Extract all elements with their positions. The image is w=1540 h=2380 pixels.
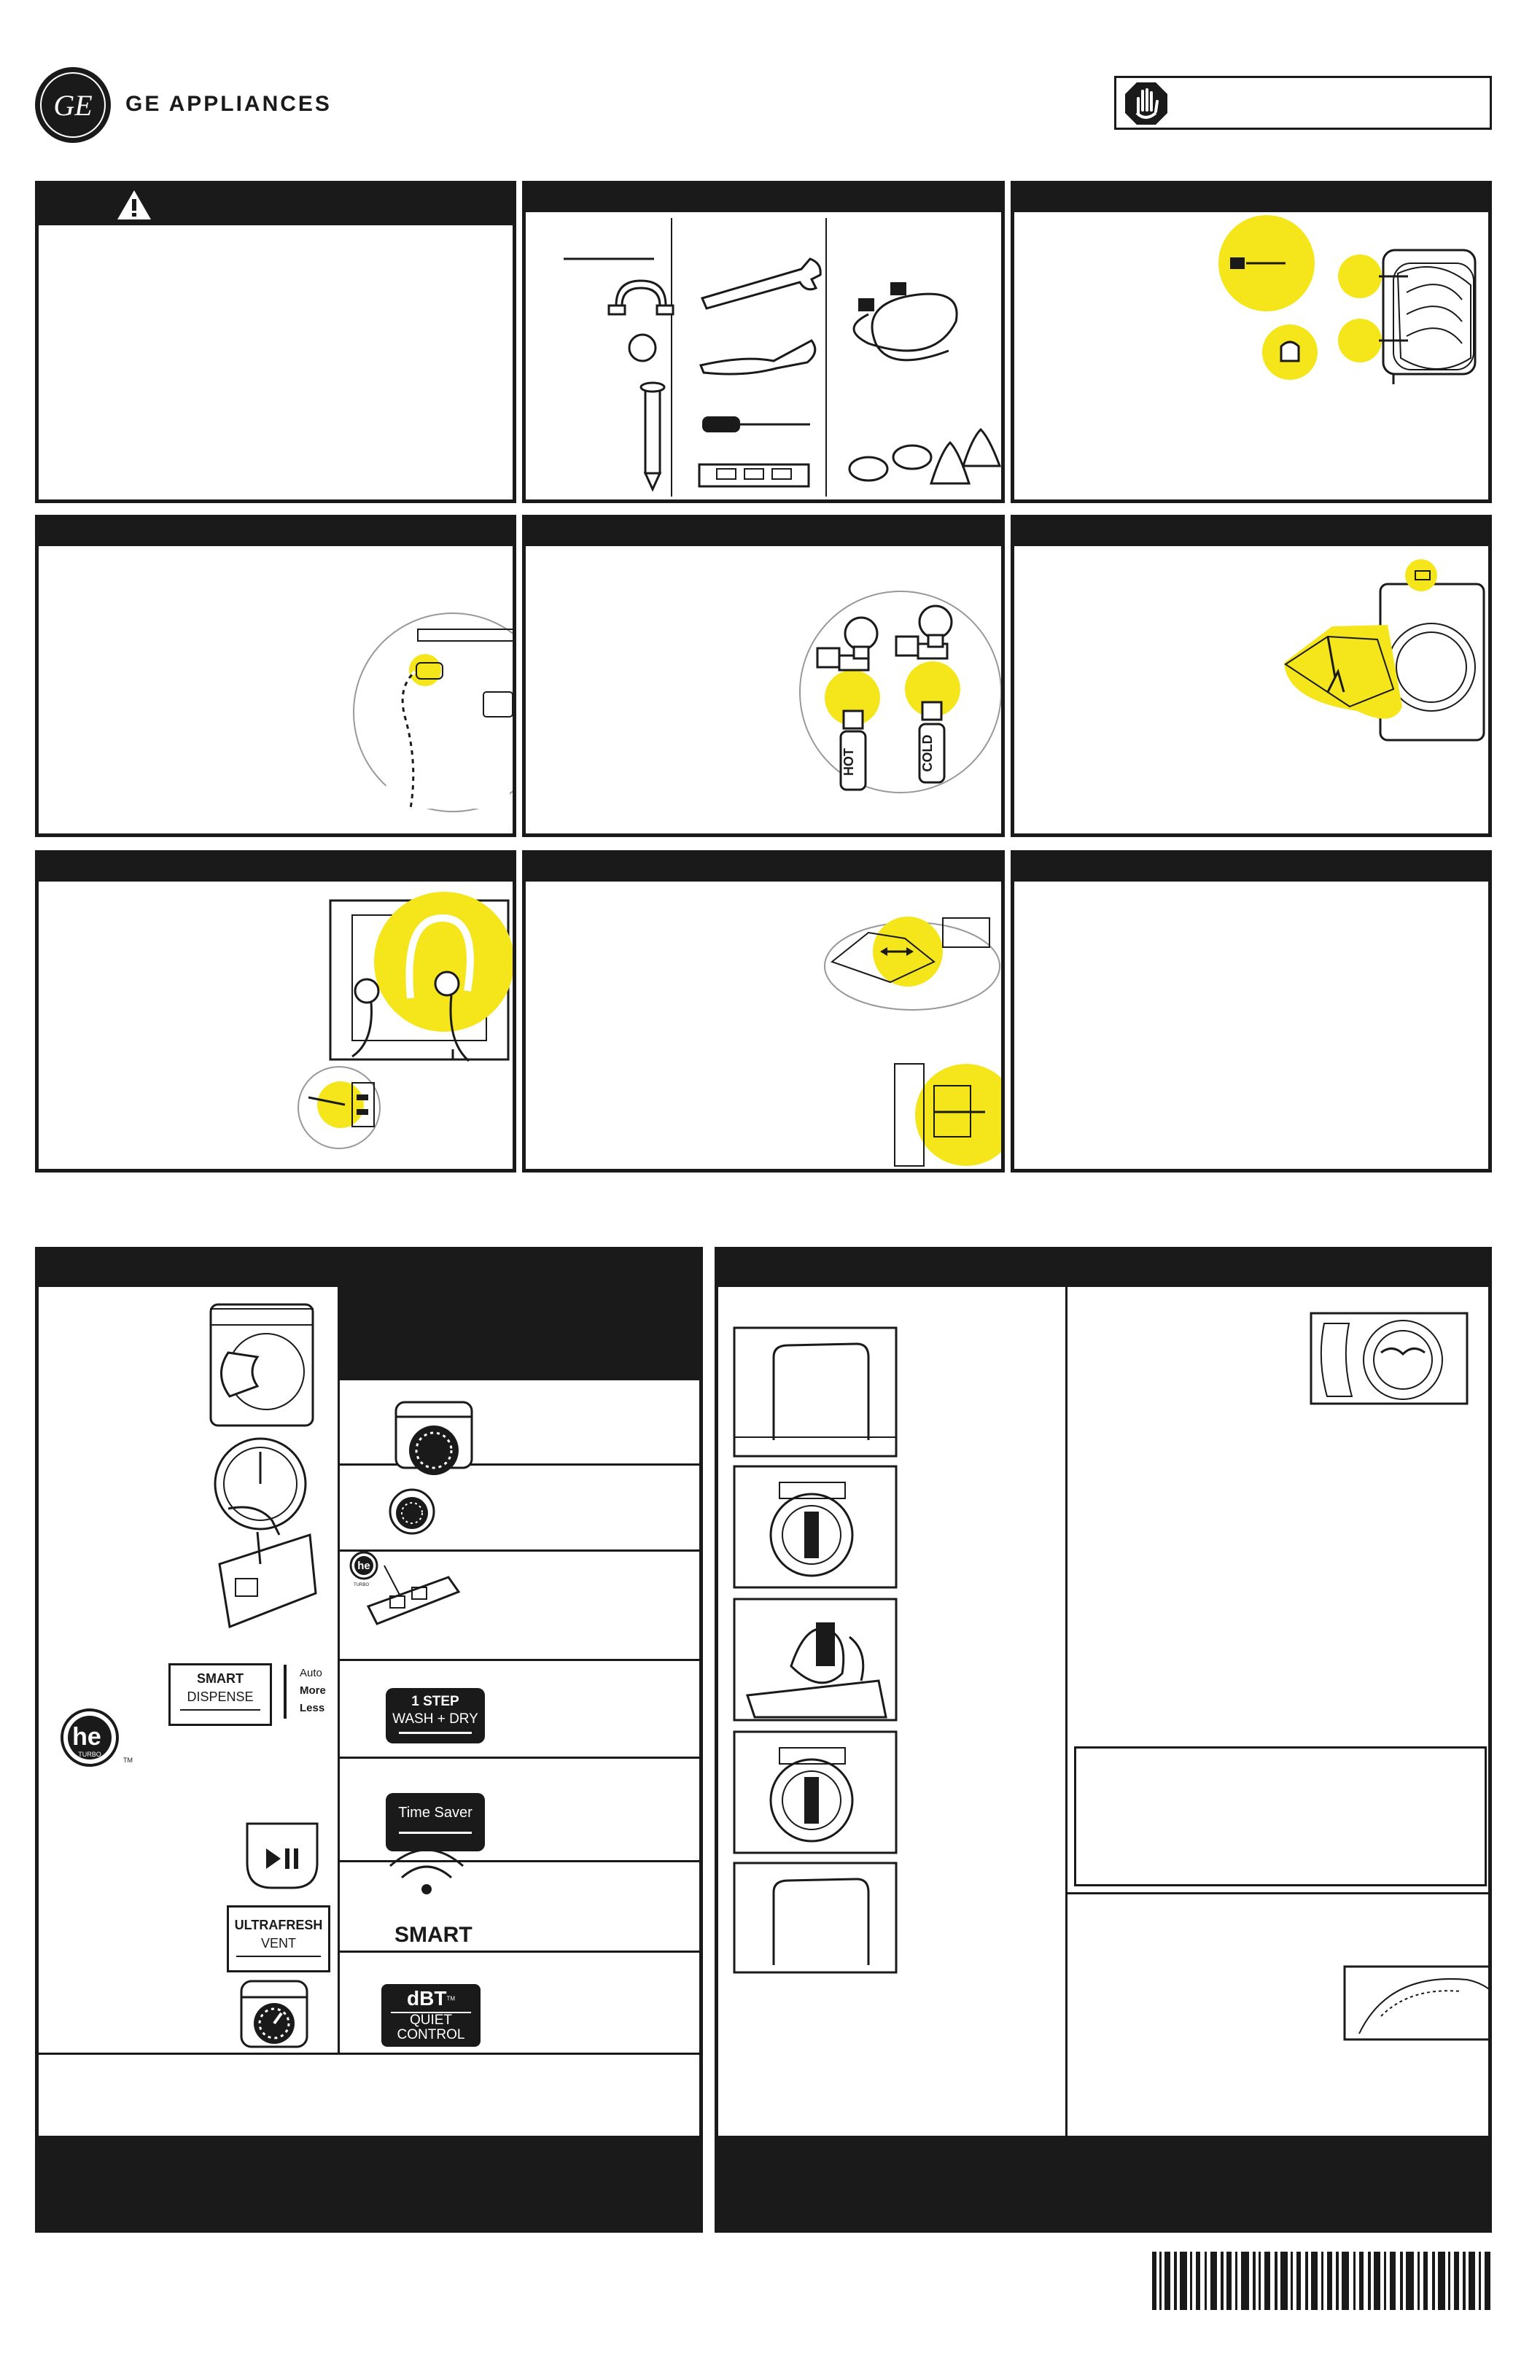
he-logo-sub: TURBO <box>78 1751 101 1758</box>
barcode <box>1152 2252 1492 2310</box>
parts-tools-panel <box>522 181 1005 503</box>
brand-name: GE APPLIANCES <box>125 92 332 116</box>
he-tm: TM <box>123 1757 133 1764</box>
one-step-badge: 1 STEP WASH + DRY <box>386 1688 485 1743</box>
care-panel <box>715 1247 1492 2233</box>
ultrafresh-vent-badge: ULTRAFRESH VENT <box>227 1905 330 1972</box>
stop-hand-icon <box>1124 81 1169 126</box>
he-small-sub: TURBO <box>354 1583 369 1587</box>
drain-hose-panel <box>35 515 516 837</box>
he-logo-text: he <box>72 1723 101 1751</box>
shipping-bolts-panel <box>1011 181 1492 503</box>
features-panel <box>35 1247 703 2233</box>
connect-hoses-panel <box>1011 515 1492 837</box>
svg-text:GE: GE <box>53 89 93 122</box>
play-pause-icon <box>265 1846 301 1878</box>
warning-panel <box>35 181 516 503</box>
smart-dispense-badge: SMART DISPENSE <box>168 1663 272 1726</box>
dbt-quiet-control-badge: dBT™ QUIET CONTROL <box>381 1984 481 2047</box>
hot-label: HOT <box>841 748 856 776</box>
cold-label: COLD <box>920 734 935 772</box>
water-hoses-panel <box>522 515 1005 837</box>
wifi-icon <box>390 1850 463 1894</box>
final-steps-panel <box>1011 850 1492 1172</box>
ge-logo <box>34 66 112 144</box>
safety-notice-box <box>1114 76 1492 130</box>
standpipe-panel <box>35 850 516 1172</box>
smart-wifi-label: SMART <box>394 1923 472 1947</box>
he-small-text: he <box>357 1560 370 1572</box>
time-saver-badge: Time Saver <box>386 1793 485 1851</box>
leveling-panel <box>522 850 1005 1172</box>
warning-triangle-icon <box>116 189 152 221</box>
smart-dispense-levels: Auto More Less <box>300 1667 326 1714</box>
